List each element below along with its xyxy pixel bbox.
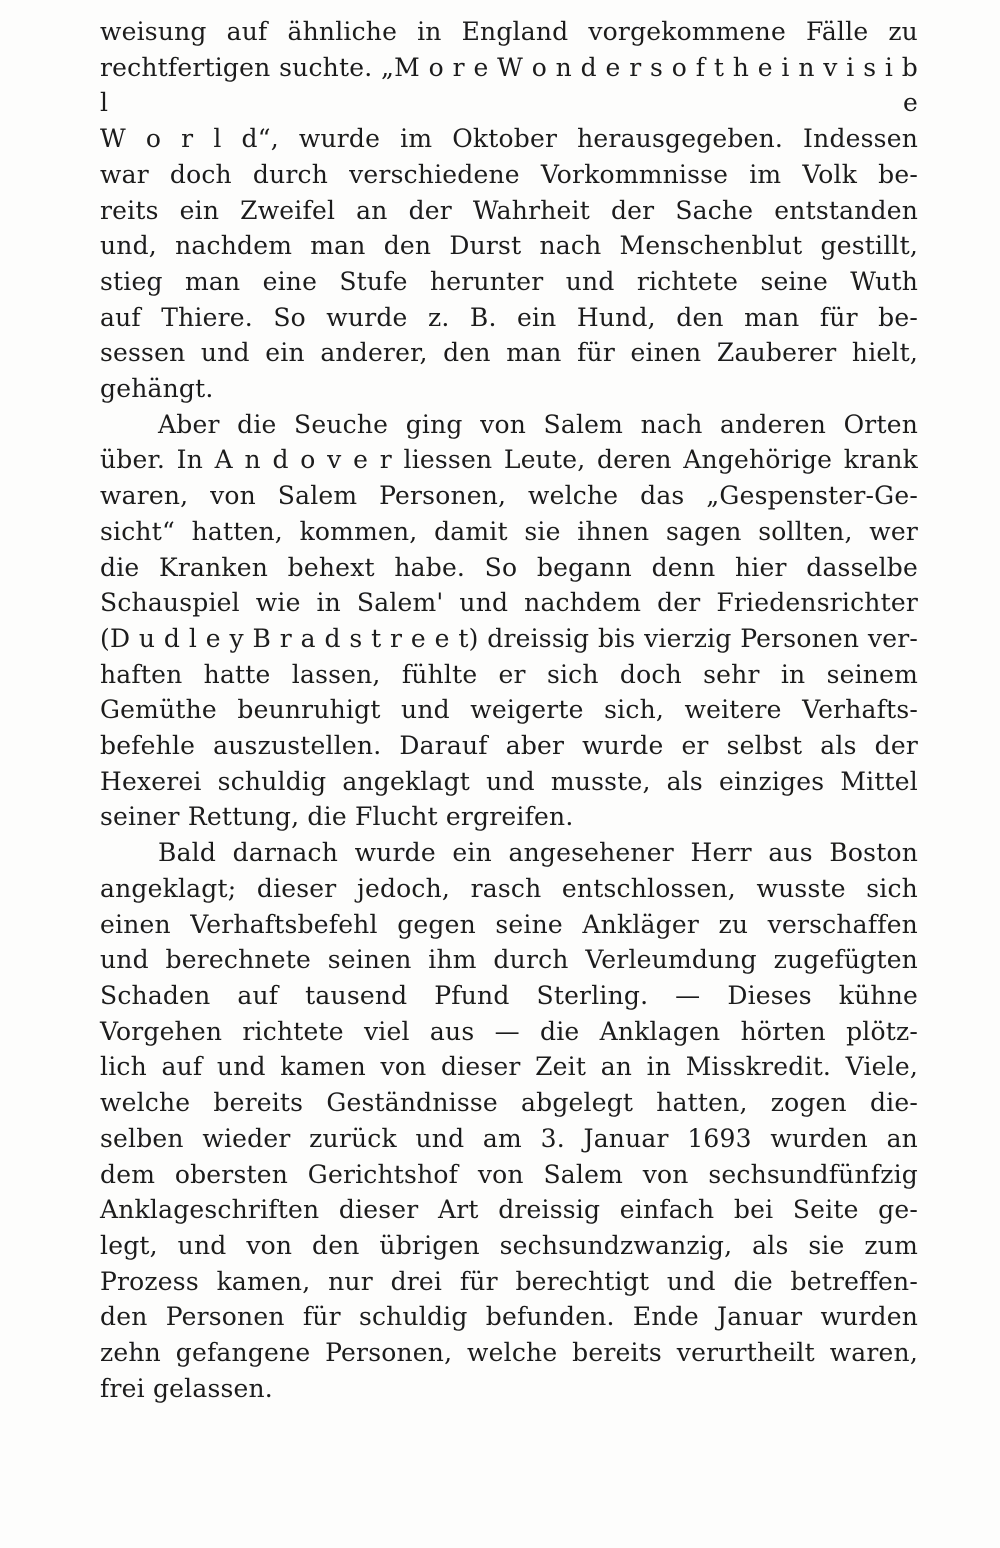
text-line: einen Verhaftsbefehl gegen seine Ankläger zu verschaffen: [100, 909, 918, 939]
text-line: Hexerei schuldig angeklagt und musste, als einziges Mittel: [100, 766, 918, 796]
text-line: haften hatte lassen, fühlte er sich doch sehr in seinem: [100, 659, 918, 689]
text-line: weisung auf ähnliche in England vorgekommene Fälle zu: [100, 17, 918, 46]
text-line: sessen und ein anderer, den man für einen Zauberer hielt,: [100, 338, 918, 368]
text-line: gehängt.: [100, 374, 214, 404]
text-line: zehn gefangene Personen, welche bereits verurtheilt waren,: [100, 1338, 918, 1368]
text-line: über. In A n d o v e r liessen Leute, deren Angehörige krank: [100, 445, 918, 475]
text-line: (D u d l e y B r a d s t r e e t) dreissig bis vierzig Personen ver-: [100, 623, 918, 653]
text-line: reits ein Zweifel an der Wahrheit der Sache entstanden: [100, 195, 918, 225]
text-line: Schaden auf tausend Pfund Sterling. — Dieses kühne: [100, 980, 918, 1010]
text-line: war doch durch verschiedene Vorkommnisse im Volk be-: [100, 159, 918, 189]
text-line: befehle auszustellen. Darauf aber wurde er selbst als der: [100, 731, 918, 761]
text-line: Vorgehen richtete viel aus — die Anklagen hörten plötz-: [100, 1016, 918, 1046]
text-line: rechtfertigen suchte. „M o r e W o n d e r s o f t h e i n v i s i b l e: [100, 52, 918, 118]
text-line: lich auf und kamen von dieser Zeit an in Misskredit. Viele,: [100, 1052, 918, 1082]
text-line: Prozess kamen, nur drei für berechtigt und die betreffen-: [100, 1266, 918, 1296]
text-line: Aber die Seuche ging von Salem nach anderen Orten: [158, 409, 918, 439]
text-line: selben wieder zurück und am 3. Januar 1693 wurden an: [100, 1123, 918, 1153]
text-line: W o r l d“, wurde im Oktober herausgegeben. Indessen: [100, 124, 918, 154]
text-line: Bald darnach wurde ein angesehener Herr aus Boston: [158, 838, 918, 868]
text-line: und berechnete seinen ihm durch Verleumdung zugefügten: [100, 945, 918, 975]
text-line: Schauspiel wie in Salem' und nachdem der Friedensrichter: [100, 588, 918, 618]
text-line: frei gelassen.: [100, 1373, 273, 1403]
text-line: angeklagt; dieser jedoch, rasch entschlossen, wusste sich: [100, 873, 918, 903]
text-line: stieg man eine Stufe herunter und richtete seine Wuth: [100, 266, 918, 296]
text-line: auf Thiere. So wurde z. B. ein Hund, den man für be-: [100, 302, 918, 332]
text-line: welche bereits Geständnisse abgelegt hatten, zogen die-: [100, 1088, 918, 1118]
text-line: die Kranken behext habe. So begann denn hier dasselbe: [100, 552, 918, 582]
text-column: [100, 14, 918, 1406]
text-line: dem obersten Gerichtshof von Salem von sechsundfünfzig: [100, 1159, 918, 1189]
text-line: seiner Rettung, die Flucht ergreifen.: [100, 802, 574, 832]
text-line: Anklageschriften dieser Art dreissig einfach bei Seite ge-: [100, 1195, 918, 1225]
text-line: waren, von Salem Personen, welche das „Gespenster-Ge-: [100, 481, 918, 511]
text-line: legt, und von den übrigen sechsundzwanzig, als sie zum: [100, 1230, 918, 1260]
text-line: Gemüthe beunruhigt und weigerte sich, weitere Verhafts-: [100, 695, 918, 725]
text-line: und, nachdem man den Durst nach Menschenblut gestillt,: [100, 231, 918, 261]
text-line: den Personen für schuldig befunden. Ende Januar wurden: [100, 1302, 918, 1332]
text-line: sicht“ hatten, kommen, damit sie ihnen sagen sollten, wer: [100, 516, 918, 546]
